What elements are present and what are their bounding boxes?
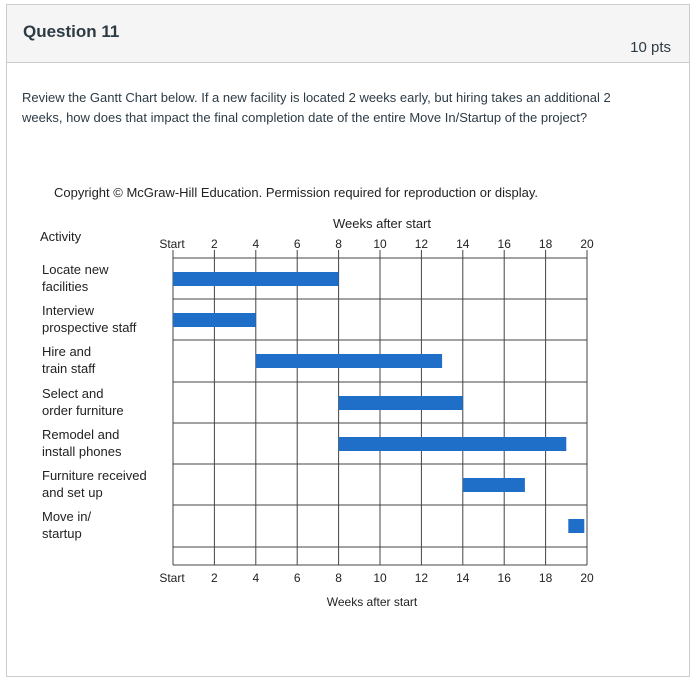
- activity-label-line2: and set up: [42, 485, 103, 500]
- bottom-tick-label: Start: [159, 571, 185, 585]
- activity-label-line1: Select and: [42, 386, 104, 401]
- top-tick-label: Start: [159, 237, 185, 251]
- bottom-tick-label: 8: [335, 571, 342, 585]
- activity-header: Activity: [40, 229, 82, 244]
- top-tick-label: 2: [211, 237, 218, 251]
- activity-label-line2: install phones: [42, 444, 122, 459]
- activity-label-line2: startup: [42, 526, 82, 541]
- chart-labels: [42, 237, 594, 585]
- bottom-tick-label: 10: [373, 571, 387, 585]
- bottom-tick-label: 2: [211, 571, 218, 585]
- bottom-tick-label: 20: [580, 571, 594, 585]
- bottom-axis-title: Weeks after start: [326, 595, 418, 609]
- top-tick-label: 20: [580, 237, 594, 251]
- activity-label-line1: Hire and: [42, 344, 92, 359]
- gantt-bar: [173, 272, 339, 286]
- gantt-bar: [173, 313, 256, 327]
- activity-label-line2: facilities: [42, 279, 89, 294]
- gantt-bar: [463, 478, 525, 492]
- gantt-bar: [339, 396, 463, 410]
- top-tick-label: 12: [414, 237, 429, 251]
- bottom-tick-label: 6: [293, 571, 301, 585]
- question-points: 10 pts: [630, 39, 671, 56]
- bottom-tick-label: 16: [497, 571, 511, 585]
- top-tick-label: 14: [456, 237, 470, 251]
- gantt-bar: [339, 437, 567, 451]
- bottom-tick-label: 4: [252, 571, 260, 585]
- bottom-tick-label: 14: [456, 571, 470, 585]
- activity-label-line1: Interview: [42, 303, 95, 318]
- activity-label-line2: prospective staff: [42, 320, 137, 335]
- gantt-bar: [256, 354, 442, 368]
- bottom-tick-label: 12: [414, 571, 429, 585]
- gantt-bar: [568, 519, 584, 533]
- activity-label-line2: order furniture: [42, 403, 124, 418]
- activity-label-line1: Remodel and: [42, 427, 120, 442]
- top-tick-label: 6: [293, 237, 301, 251]
- question-title: Question 11: [23, 22, 120, 41]
- chart-bars: [173, 272, 584, 533]
- question-text: Review the Gantt Chart below. If a new facility is located 2 weeks early, but hiring takes an additional 2 weeks, how does that impact the final completion date of the entire Move In/Startup of the project?: [22, 90, 611, 125]
- top-tick-label: 8: [335, 237, 342, 251]
- activity-label-line1: Move in/: [42, 509, 92, 524]
- top-tick-label: 18: [538, 237, 553, 251]
- bottom-tick-label: 18: [538, 571, 553, 585]
- top-tick-label: 4: [252, 237, 260, 251]
- copyright-notice: Copyright © McGraw-Hill Education. Permission required for reproduction or display.: [54, 185, 539, 200]
- top-tick-label: 16: [497, 237, 511, 251]
- activity-label-line1: Locate new: [42, 262, 109, 277]
- activity-label-line1: Furniture received: [42, 468, 147, 483]
- activity-label-line2: train staff: [42, 361, 96, 376]
- top-tick-label: 10: [373, 237, 387, 251]
- top-axis-title: Weeks after start: [332, 216, 432, 231]
